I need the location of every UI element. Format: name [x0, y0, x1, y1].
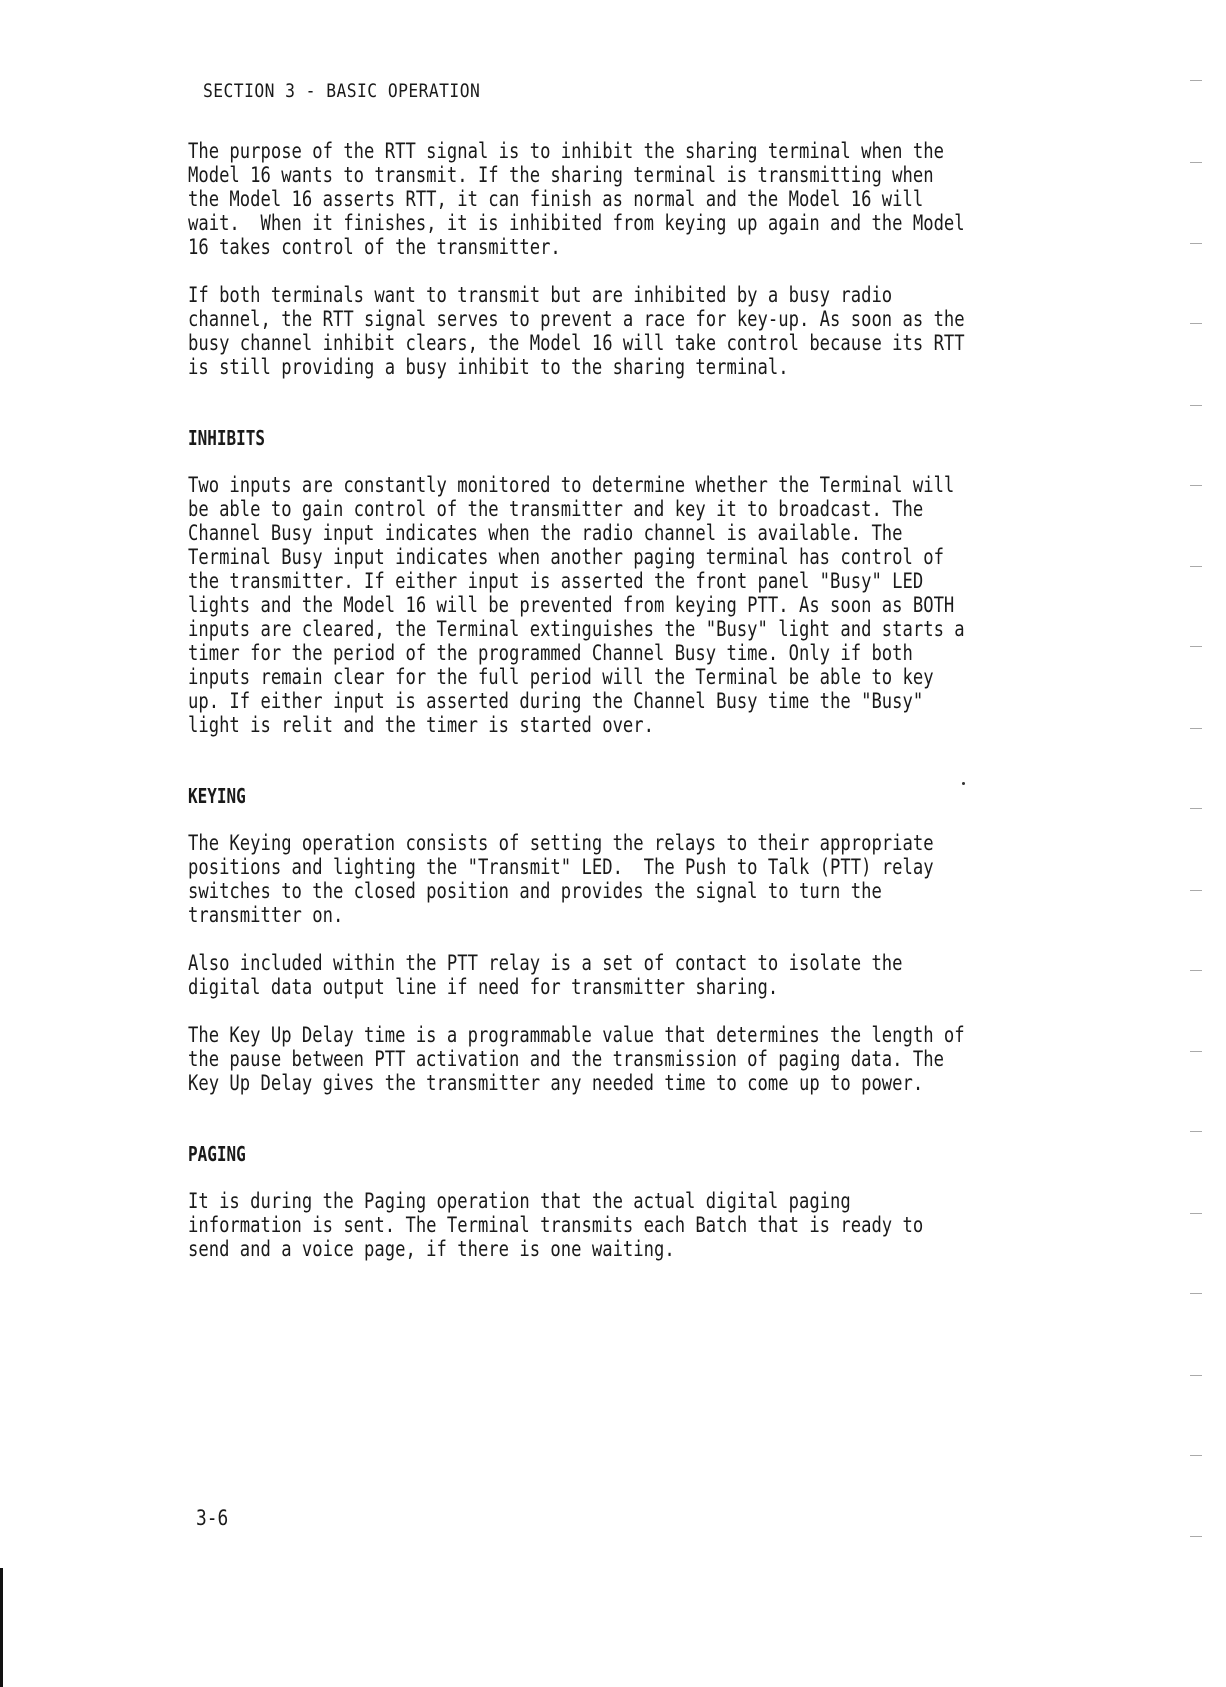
margin-tick — [1190, 808, 1202, 809]
scan-edge-bar — [0, 1568, 3, 1687]
intro-paragraph-race: If both terminals want to transmit but are inhibited by a busy radio channel, the RTT signal serves to prevent a race for key-up. As soon as the busy channel inhibit clears, the Model 16 will take control because its RTT is still providing a busy inhibit to the sharing terminal. — [188, 283, 965, 380]
keying-paragraph-ptt-relay: Also included within the PTT relay is a set of contact to isolate the digital data output line if need for transmitter sharing. — [188, 951, 903, 1000]
margin-tick — [1190, 243, 1202, 244]
intro-paragraph-rtt-purpose: The purpose of the RTT signal is to inhibit the sharing terminal when the Model 16 wants to transmit. If the sharing terminal is transmitting when the Model 16 asserts RTT, it can finish as normal and the Model 16 will wait. When it finishes, it is inhibited from keying up again and the Model 16 takes control of the transmitter. — [188, 139, 965, 260]
paging-heading: PAGING — [188, 1142, 246, 1166]
margin-tick — [1190, 646, 1202, 647]
margin-tick — [1190, 1293, 1202, 1294]
inhibits-heading: INHIBITS — [188, 426, 266, 450]
margin-tick — [1190, 80, 1202, 81]
margin-tick — [1190, 162, 1202, 163]
section-header: SECTION 3 - BASIC OPERATION — [203, 80, 481, 102]
margin-tick — [1190, 890, 1202, 891]
paging-paragraph: It is during the Paging operation that the actual digital paging information is sent. The Terminal transmits each Batch that is ready to send and a voice page, if there is one waiting. — [188, 1189, 924, 1262]
keying-paragraph-relays: The Keying operation consists of setting the relays to their appropriate positions and lighting the "Transmit" LED. The Push to Talk (PTT) relay switches to the closed position and provides the signal to turn the transmitter on. — [188, 831, 934, 928]
margin-tick — [1190, 1051, 1202, 1052]
margin-tick — [1190, 728, 1202, 729]
margin-tick — [1190, 1375, 1202, 1376]
margin-tick — [1190, 1536, 1202, 1537]
document-body — [188, 140, 1226, 1262]
margin-tick — [1190, 405, 1202, 406]
keying-heading: KEYING — [188, 784, 246, 808]
margin-tick — [1190, 566, 1202, 567]
margin-tick — [1190, 970, 1202, 971]
margin-tick — [1190, 1455, 1202, 1456]
keying-paragraph-key-up-delay: The Key Up Delay time is a programmable value that determines the length of the pause between PTT activation and the transmission of paging data. The Key Up Delay gives the transmitter any needed time to come up to power. — [188, 1023, 965, 1096]
margin-tick — [1190, 1213, 1202, 1214]
margin-tick — [1190, 485, 1202, 486]
page-number: 3-6 — [196, 1506, 229, 1530]
margin-tick — [1190, 1131, 1202, 1132]
scan-speck — [962, 782, 965, 785]
inhibits-paragraph: Two inputs are constantly monitored to determine whether the Terminal will be able to gain control of the transmitter and key it to broadcast. The Channel Busy input indicates when the radio channel is available. The Terminal Busy input indicates when another paging terminal has control of the transmitter. If either input is asserted the front panel "Busy" LED lights and the Model 16 will be prevented from keying PTT. As soon as BOTH inputs are cleared, the Terminal extinguishes the "Busy" light and starts a timer for the period of the programmed Channel Busy time. Only if both inputs remain clear for the full period will the Terminal be able to key up. If either input is asserted during the Channel Busy time the "Busy" light is relit and the timer is started over. — [188, 473, 965, 738]
margin-tick — [1190, 323, 1202, 324]
